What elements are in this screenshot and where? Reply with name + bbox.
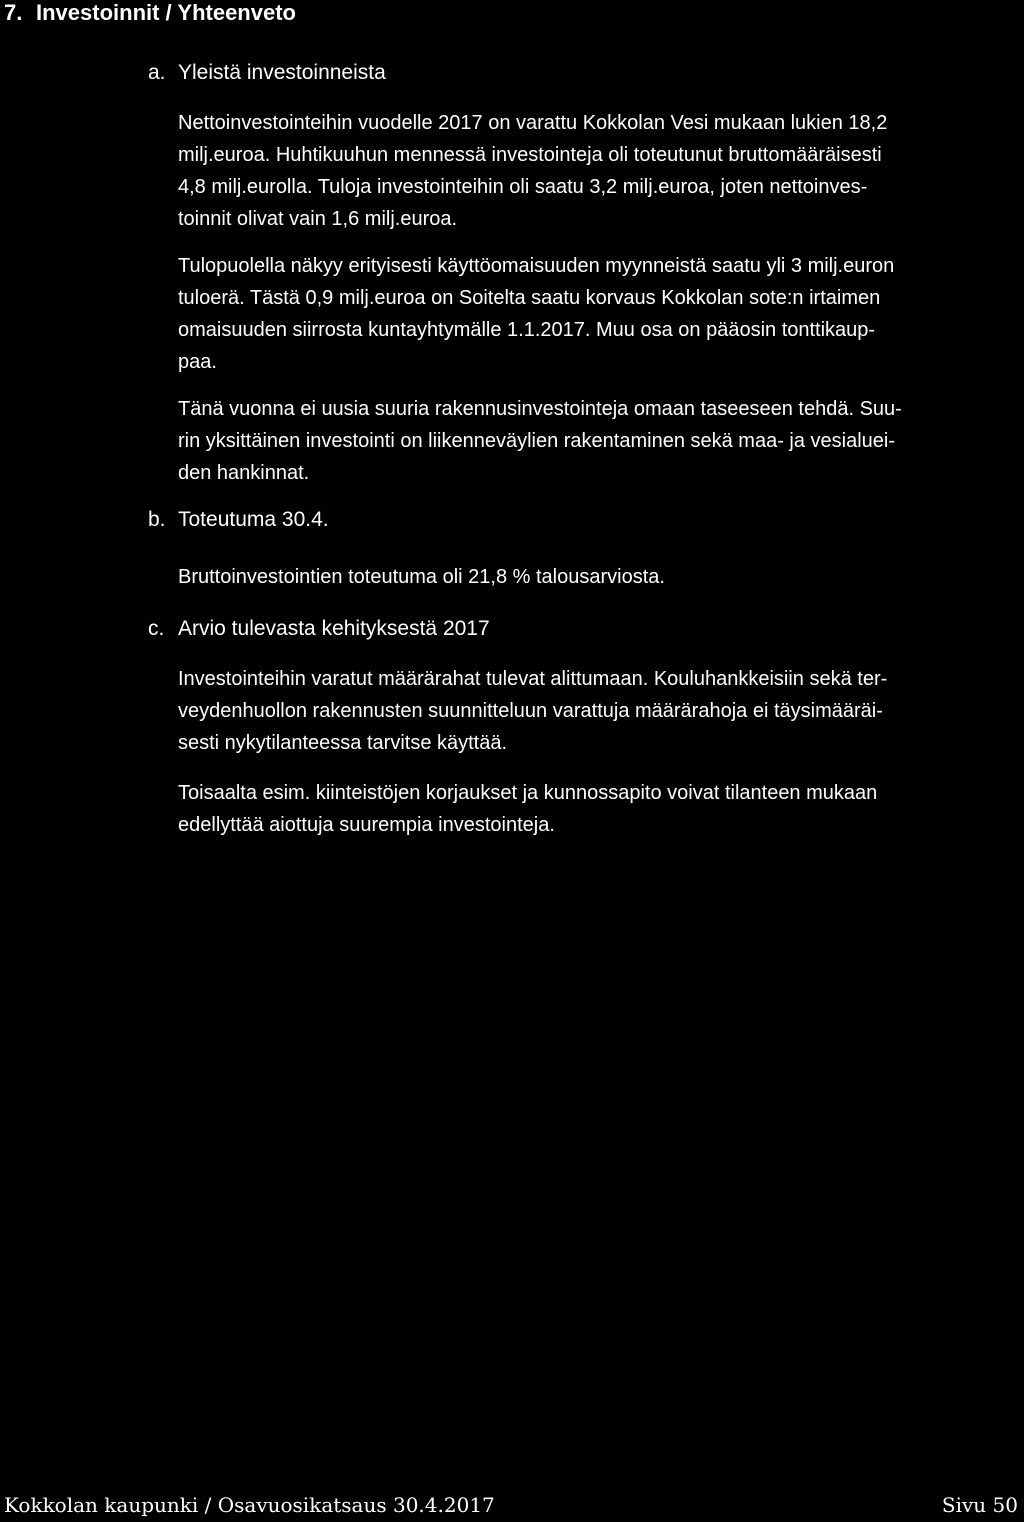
text-line: Nettoinvestointeihin vuodelle 2017 on varattu Kokkolan Vesi mukaan lukien 18,2 — [178, 112, 888, 134]
section-c-paragraph-1 — [178, 663, 1018, 759]
section-c-marker: c. — [148, 617, 165, 640]
section-a-paragraph-2 — [178, 250, 1018, 378]
page-title — [4, 0, 296, 26]
text-line: veydenhuollon rakennusten suunnitteluun varattuja määrärahoja ei täysimääräi- — [178, 700, 883, 722]
section-b-title: Toteutuma 30.4. — [178, 508, 329, 531]
text-line: Investointeihin varatut määrärahat tulevat alittumaan. Kouluhankkeisiin sekä ter- — [178, 668, 888, 690]
section-a-paragraph-3 — [178, 393, 1018, 489]
section-b-paragraph-1 — [178, 561, 1018, 593]
text-line: den hankinnat. — [178, 462, 310, 484]
heading-number: 7. — [4, 0, 23, 25]
text-line: tuloerä. Tästä 0,9 milj.euroa on Soitelta saatu korvaus Kokkolan sote:n irtaimen — [178, 287, 881, 309]
text-line: milj.euroa. Huhtikuuhun mennessä investointeja oli toteutunut bruttomääräisesti — [178, 144, 882, 166]
footer-document-title: Kokkolan kaupunki / Osavuosikatsaus 30.4.2017 — [4, 1493, 495, 1517]
section-c-title: Arvio tulevasta kehityksestä 2017 — [178, 617, 490, 640]
text-line: sesti nykytilanteessa tarvitse käyttää. — [178, 732, 508, 754]
text-line: rin yksittäinen investointi on liikenneväylien rakentaminen sekä maa- ja vesialuei- — [178, 430, 896, 452]
text-line: omaisuuden siirrosta kuntayhtymälle 1.1.2017. Muu osa on pääosin tonttikaup- — [178, 319, 876, 341]
text-line: Bruttoinvestointien toteutuma oli 21,8 % talousarviosta. — [178, 566, 665, 588]
text-line: toinnit olivat vain 1,6 milj.euroa. — [178, 208, 458, 230]
text-line: edellyttää aiottuja suurempia investointeja. — [178, 814, 555, 836]
text-line: Toisaalta esim. kiinteistöjen korjaukset ja kunnossapito voivat tilanteen mukaan — [178, 782, 878, 804]
section-a-title: Yleistä investoinneista — [178, 61, 386, 84]
section-a-paragraph-1 — [178, 107, 1018, 235]
text-line: Tänä vuonna ei uusia suuria rakennusinvestointeja omaan taseeseen tehdä. Suu- — [178, 398, 902, 420]
text-line: paa. — [178, 351, 217, 373]
section-c-paragraph-2 — [178, 777, 1018, 841]
section-b-marker: b. — [148, 508, 166, 531]
section-a-marker: a. — [148, 61, 166, 84]
text-line: 4,8 milj.eurolla. Tuloja investointeihin oli saatu 3,2 milj.euroa, joten nettoinves- — [178, 176, 868, 198]
heading-title: Investoinnit / Yhteenveto — [36, 0, 296, 25]
footer-page-number: Sivu 50 — [941, 1493, 1018, 1517]
text-line: Tulopuolella näkyy erityisesti käyttöomaisuuden myynneistä saatu yli 3 milj.euron — [178, 255, 895, 277]
